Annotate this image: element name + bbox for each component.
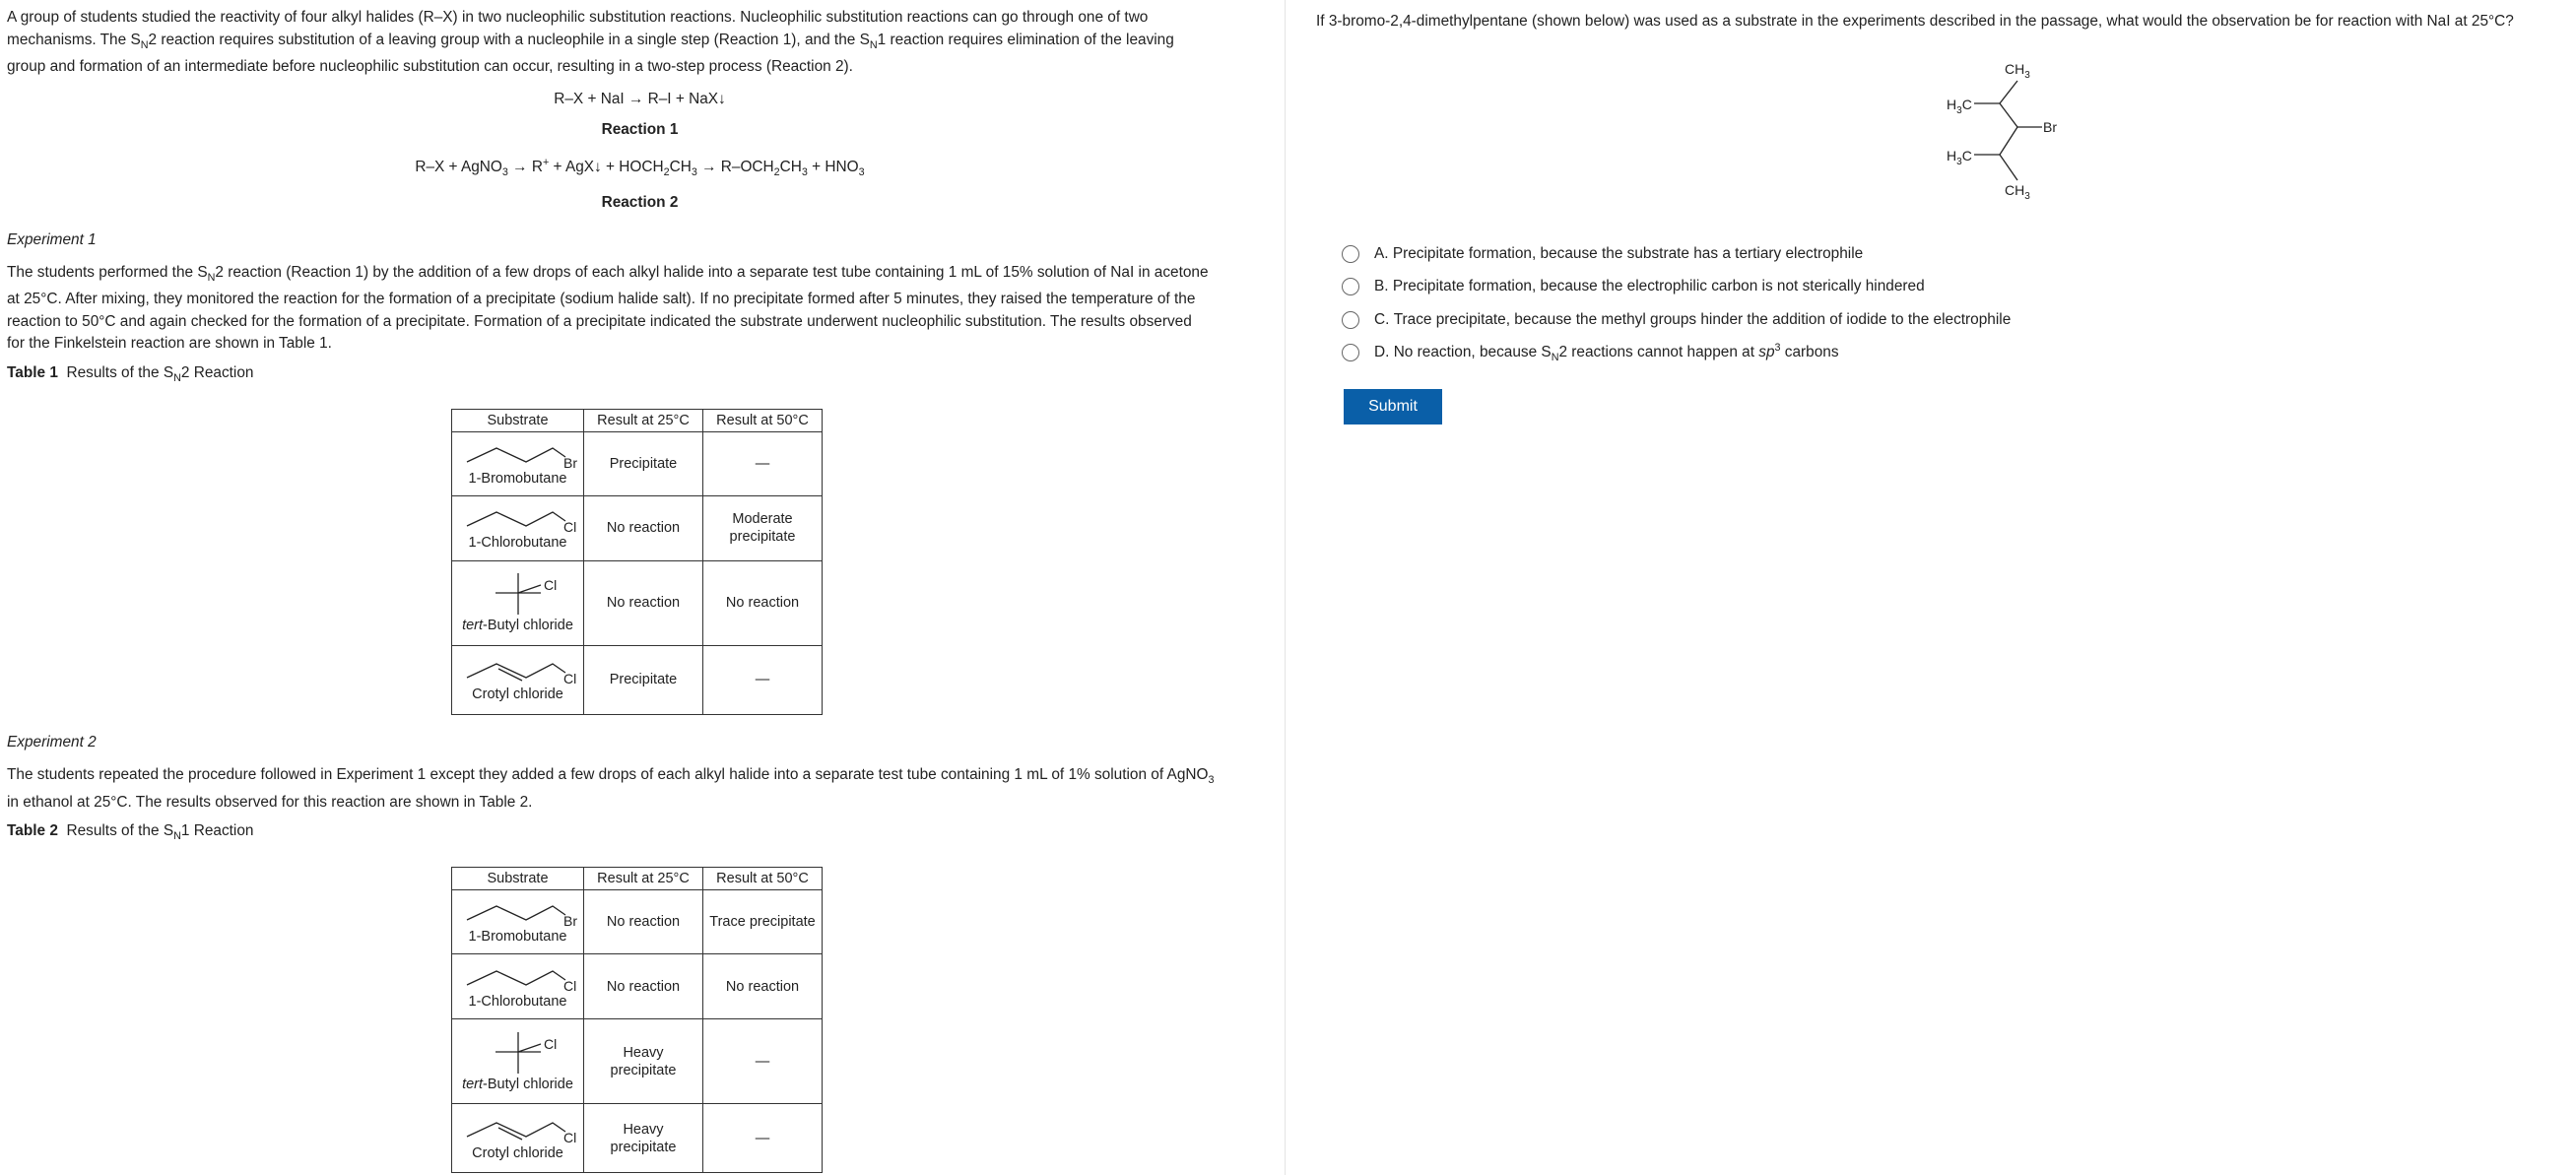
crotyl-chloride-structure [459,656,577,685]
option-b[interactable]: B. Precipitate formation, because the electrophilic carbon is not sterically hindered [1342,271,2011,304]
substrate-structure [1897,54,2114,202]
butyl-chloride-structure [459,963,577,993]
experiment1-paragraph: The students performed the $S_N2$ reaction (Reaction 1) by the addition of a few drops of each alkyl halide into a separate test tube containing 1 mL of 15% solution of NaI in acetone at 25°C. After mixing, they monitored the reaction for the formation of a precipitate (sodium halide salt). If no precipitate formed after 5 minutes, they raised the temperature of the reaction to 50°C and again checked for the formation of a precipitate. Formation of a precipitate indicated the substrate underwent nucleophilic substitution. The results observed for the Finkelstein reaction are shown in Table 1. [7,263,1209,353]
option-a[interactable]: A. Precipitate formation, because the substrate has a tertiary electrophile [1342,237,2011,271]
svg-text:Cl: Cl [562,671,576,686]
butyl-chloride-structure [459,504,577,534]
svg-text:Cl: Cl [562,1129,576,1144]
table-row: Cl Crotyl chloride Precipitate — [452,645,823,714]
butyl-bromide-structure [459,440,577,470]
answer-options [1342,237,2011,369]
reaction1-title: Reaction 1 [601,120,679,138]
svg-text:CH3: $CH_3$ [2005,182,2030,202]
svg-text:Cl: Cl [562,519,576,535]
svg-text:Br: Br [562,454,577,470]
question-text: If 3-bromo-2,4-dimethylpentane (shown below) was used as a substrate in the experiments described in the passage, what would the observation be for reaction with NaI at 25°C? [1316,13,2514,30]
table-row: Br 1-Bromobutane No reaction Trace precipitate [452,890,823,954]
table-row: Cl 1-Chlorobutane No reaction No reaction [452,954,823,1019]
reaction1-equation: R–X + NaI → R–I + NaX↓ [554,90,726,107]
passage-pane [0,0,1286,1175]
svg-text:Cl: Cl [543,1035,557,1052]
svg-text:Br: Br [562,913,577,929]
svg-text:Cl: Cl [562,977,576,993]
butyl-bromide-structure [459,898,577,928]
svg-text:Br: Br [2043,119,2057,135]
radio-button[interactable] [1342,278,1359,295]
table-row: Cl 1-Chlorobutane No reaction Moderate precipitate [452,495,823,560]
table1-title: Table 1 Results of the $S_N2$ Reaction [7,363,254,384]
radio-button[interactable] [1342,344,1359,361]
tert-butyl-chloride-structure [459,1030,577,1076]
table1 [451,409,823,715]
crotyl-chloride-structure [459,1115,577,1144]
table-row: Cl tert-Butyl chloride No reaction No reaction [452,560,823,645]
tert-butyl-chloride-structure [459,571,577,617]
experiment2-paragraph: The students repeated the procedure followed in Experiment 1 except they added a few drops of each alkyl halide into a separate test tube containing 1 mL of 1% solution of AgNO$_3$ in ethanol at 25°C. The results observed for this reaction are shown in Table 2. [7,765,1215,811]
svg-text:Cl: Cl [543,577,557,594]
radio-button[interactable] [1342,245,1359,263]
table-header-row: Substrate Result at 25°C Result at 50°C [452,409,823,431]
option-c[interactable]: C. Trace precipitate, because the methyl groups hinder the addition of iodide to the electrophile [1342,303,2011,337]
table-row: Cl Crotyl chloride Heavy precipitate — [452,1104,823,1173]
radio-button[interactable] [1342,311,1359,329]
table-header-row: Substrate Result at 25°C Result at 50°C [452,868,823,890]
table-row: Cl tert-Butyl chloride Heavy precipitate — [452,1019,823,1104]
svg-text:H3C: $H_3C$ [1947,97,1972,116]
table2 [451,867,823,1173]
svg-text:CH3: $CH_3$ [2005,61,2030,81]
question-pane [1287,0,2576,1175]
reaction2-title: Reaction 2 [601,193,679,211]
reaction2-equation: R–X + AgNO$_3$ → R+ + AgX↓ + $HOCH_2CH_3 \to R-OCH_2CH_3 + HNO_3$ [415,156,865,178]
table-row: Br 1-Bromobutane Precipitate — [452,431,823,495]
table2-title: Table 2 Results of the $S_N1$ Reaction [7,822,254,843]
svg-text:H3C: $H_3C$ [1947,148,1972,167]
intro-paragraph: A group of students studied the reactivity of four alkyl halides (R–X) in two nucleophilic substitution reactions. Nucleophilic substitution reactions can go through one of two mechanisms. The $S_N2$ reaction requires substitution of a leaving group with a nucleophile in a single step (Reaction 1), and the $S_N1$ reaction requires elimination of the leaving group and formation of an intermediate before nucleophilic substitution can occur, resulting in a two-step process (Reaction 2). [7,9,1174,76]
experiment1-title: Experiment 1 [7,230,97,248]
experiment2-title: Experiment 2 [7,733,97,751]
option-d[interactable]: D. No reaction, because $S_N2$ reactions cannot happen at $sp^3$ carbons [1342,337,2011,370]
submit-button[interactable]: Submit [1344,389,1442,424]
